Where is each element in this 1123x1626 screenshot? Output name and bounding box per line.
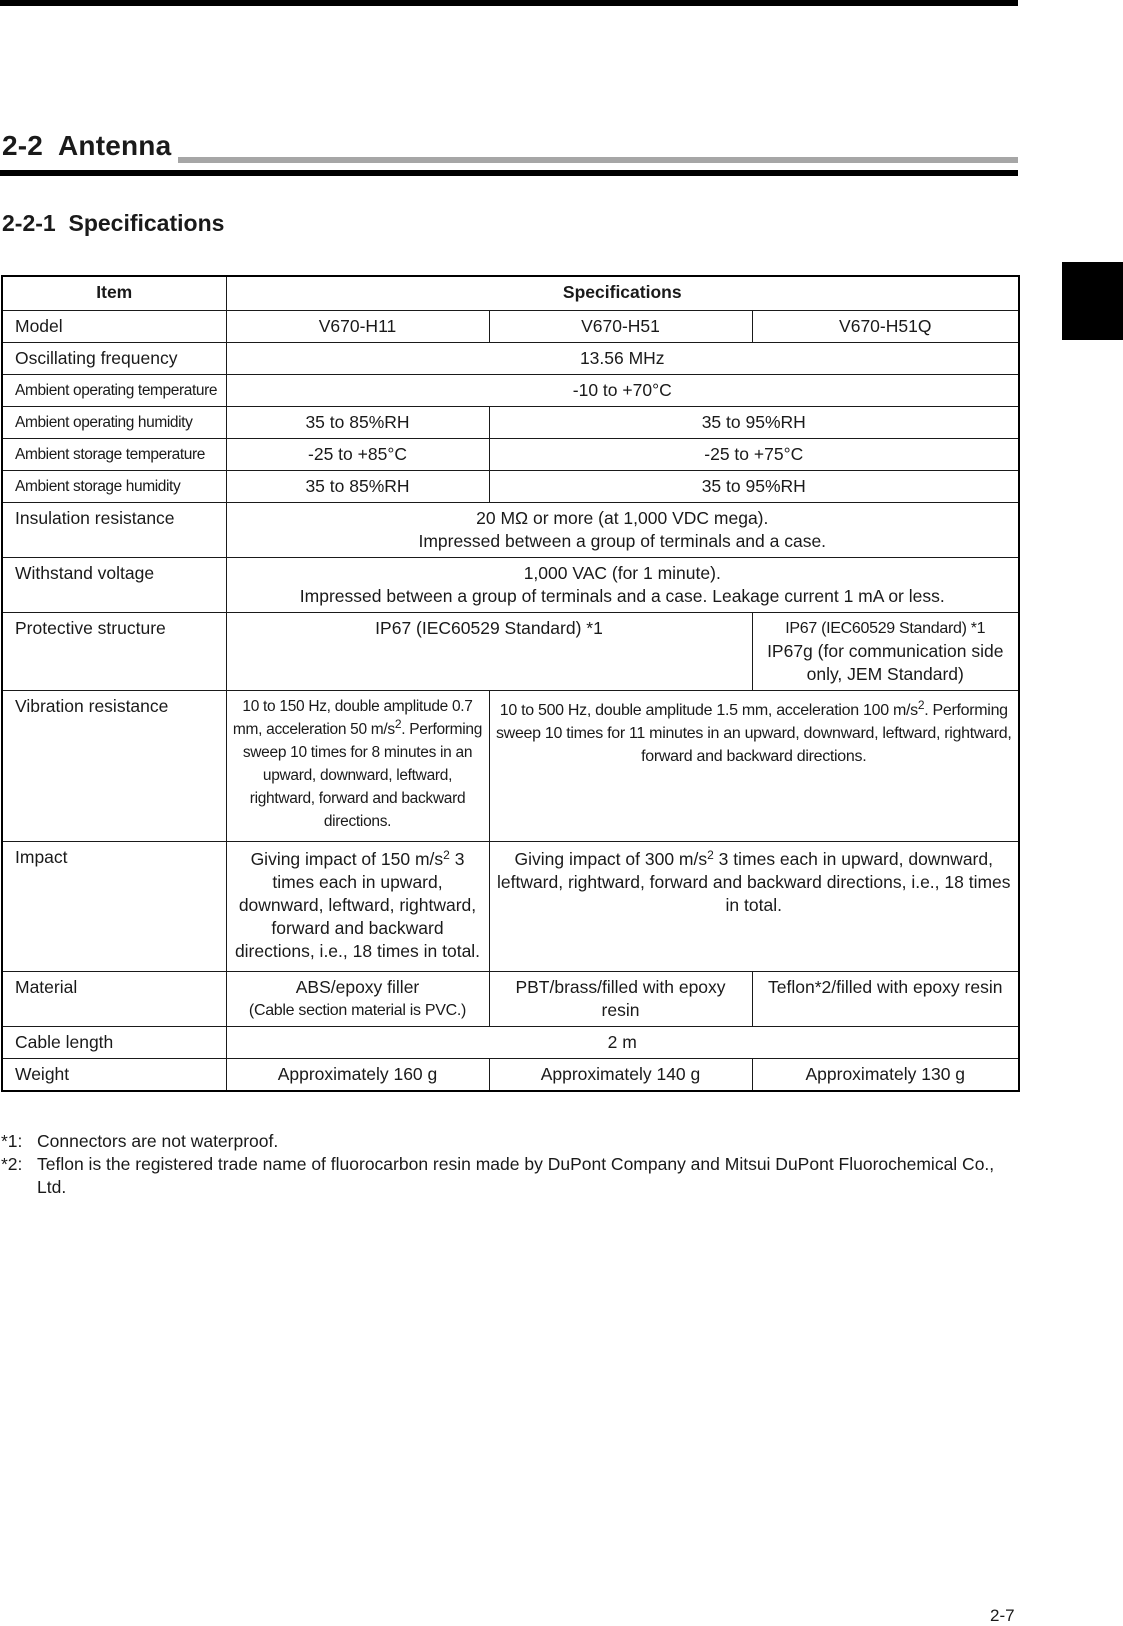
table-row-impact xyxy=(2,842,1019,972)
cell-material-h11 xyxy=(226,972,489,1027)
chapter-tab xyxy=(1062,262,1123,340)
table-row-ambient-operating-humidity xyxy=(2,407,1019,439)
cell-model-h51q: V670-H51Q xyxy=(752,311,1019,343)
row-label: Protective structure xyxy=(2,613,226,691)
table-row-weight xyxy=(2,1059,1019,1092)
row-label: Ambient storage humidity xyxy=(2,471,226,503)
row-label: Cable length xyxy=(2,1027,226,1059)
header-specifications: Specifications xyxy=(226,276,1019,311)
row-label: Ambient operating temperature xyxy=(2,375,226,407)
row-label: Oscillating frequency xyxy=(2,343,226,375)
cell-weight-h51: Approximately 140 g xyxy=(489,1059,752,1092)
cell-material-h51q: Teflon*2/filled with epoxy resin xyxy=(752,972,1019,1027)
impact-h11-text-a: Giving impact of 150 m/s xyxy=(250,849,444,869)
impact-h11-sup: 2 xyxy=(443,848,450,862)
cell-impact-h11 xyxy=(226,842,489,972)
cell-model-h51: V670-H51 xyxy=(489,311,752,343)
table-row-oscillating-frequency xyxy=(2,343,1019,375)
vibration-h11-sup: 2 xyxy=(394,717,402,731)
impact-h51-text-a: Giving impact of 300 m/s xyxy=(514,849,708,869)
section-heading xyxy=(0,128,1018,176)
cell-protective-h11-h51: IP67 (IEC60529 Standard) *1 xyxy=(226,613,752,691)
table-row-withstand-voltage xyxy=(2,558,1019,613)
top-rule xyxy=(0,0,1018,6)
table-row-model xyxy=(2,311,1019,343)
vibration-h51-text-b: . Performing sweep 10 times for 11 minutes in an upward, downward, leftward, rightward, forward and backward directions. xyxy=(495,702,1012,765)
cell-impact-h51 xyxy=(489,842,1019,972)
footnote-1 xyxy=(1,1130,1021,1153)
insulation-line-1: 20 MΩ or more (at 1,000 VDC mega). xyxy=(476,508,769,528)
cell-amb-st-hum-h51: 35 to 95%RH xyxy=(489,471,1019,503)
cell-material-h51: PBT/brass/filled with epoxy resin xyxy=(489,972,752,1027)
row-label: Ambient storage temperature xyxy=(2,439,226,471)
impact-h51-sup: 2 xyxy=(707,848,714,862)
protective-h51q-line-1: IP67 (IEC60529 Standard) *1 xyxy=(785,620,986,637)
insulation-line-2: Impressed between a group of terminals and a case. xyxy=(418,531,827,551)
cell-amb-st-temp-h51: -25 to +75°C xyxy=(489,439,1019,471)
cell-vibration-h11 xyxy=(226,691,489,842)
row-label: Weight xyxy=(2,1059,226,1092)
row-label: Vibration resistance xyxy=(2,691,226,842)
table-row-insulation-resistance xyxy=(2,503,1019,558)
footnotes xyxy=(1,1130,1021,1199)
cell-weight-h51q: Approximately 130 g xyxy=(752,1059,1019,1092)
cell-amb-st-hum-h11: 35 to 85%RH xyxy=(226,471,489,503)
table-row-ambient-storage-temperature xyxy=(2,439,1019,471)
footnote-2 xyxy=(1,1153,1021,1199)
row-label: Material xyxy=(2,972,226,1027)
cell-amb-op-hum-h51: 35 to 95%RH xyxy=(489,407,1019,439)
footnote-mark: *2: xyxy=(1,1154,23,1174)
table-row-protective-structure xyxy=(2,613,1019,691)
row-label: Insulation resistance xyxy=(2,503,226,558)
impact-h51-text-b: 3 times each in upward, downward, leftward, rightward, forward and backward directions, i.e., 18 times in total. xyxy=(496,849,1011,915)
subsection-title: 2-2-1 Specifications xyxy=(2,210,225,236)
row-label: Impact xyxy=(2,842,226,972)
vibration-h11-text-b: . Performing sweep 10 times for 8 minutes in an upward, downward, leftward, rightward, forward and backward directions. xyxy=(242,721,483,830)
table-row-cable-length xyxy=(2,1027,1019,1059)
cell-insulation xyxy=(226,503,1019,558)
withstand-line-1: 1,000 VAC (for 1 minute). xyxy=(523,563,721,583)
cell-cable-length: 2 m xyxy=(226,1027,1019,1059)
table-row-material xyxy=(2,972,1019,1027)
withstand-line-2: Impressed between a group of terminals and a case. Leakage current 1 mA or less. xyxy=(299,586,945,606)
heading-black-bar xyxy=(0,170,1018,176)
table-row-vibration-resistance xyxy=(2,691,1019,842)
page-number: 2-7 xyxy=(990,1606,1015,1625)
vibration-h11-text-a: 10 to 150 Hz, double amplitude 0.7 mm, acceleration 50 m/s xyxy=(232,698,473,738)
table-header-row xyxy=(2,276,1019,311)
specifications-table xyxy=(1,275,1020,1092)
cell-protective-h51q xyxy=(752,613,1019,691)
footnote-text: Connectors are not waterproof. xyxy=(37,1131,279,1151)
table-row-ambient-storage-humidity xyxy=(2,471,1019,503)
impact-h11-text-b: 3 times each in upward, downward, leftward, rightward, forward and backward directions, i.e., 18 times in total. xyxy=(234,849,481,961)
cell-weight-h11: Approximately 160 g xyxy=(226,1059,489,1092)
heading-gray-bar xyxy=(178,157,1018,163)
header-item: Item xyxy=(2,276,226,311)
table-row-ambient-operating-temperature xyxy=(2,375,1019,407)
cell-vibration-h51 xyxy=(489,691,1019,842)
section-title: 2-2 Antenna xyxy=(2,130,175,162)
cell-amb-op-temp: -10 to +70°C xyxy=(226,375,1019,407)
cell-withstand xyxy=(226,558,1019,613)
row-label: Ambient operating humidity xyxy=(2,407,226,439)
cell-model-h11: V670-H11 xyxy=(226,311,489,343)
row-label: Withstand voltage xyxy=(2,558,226,613)
row-label: Model xyxy=(2,311,226,343)
vibration-h51-text-a: 10 to 500 Hz, double amplitude 1.5 mm, acceleration 100 m/s xyxy=(499,702,918,719)
material-h11-line-2: (Cable section material is PVC.) xyxy=(248,1002,467,1019)
protective-h51q-line-2: IP67g (for communication side only, JEM Standard) xyxy=(767,641,1004,684)
cell-amb-op-hum-h11: 35 to 85%RH xyxy=(226,407,489,439)
footnote-mark: *1: xyxy=(1,1131,23,1151)
vibration-h51-sup: 2 xyxy=(917,698,925,712)
material-h11-line-1: ABS/epoxy filler xyxy=(295,977,420,997)
footnote-text: Teflon is the registered trade name of fluorocarbon resin made by DuPont Company and Mitsui DuPont Fluorochemical Co., Ltd. xyxy=(37,1154,995,1197)
cell-osc-freq: 13.56 MHz xyxy=(226,343,1019,375)
cell-amb-st-temp-h11: -25 to +85°C xyxy=(226,439,489,471)
